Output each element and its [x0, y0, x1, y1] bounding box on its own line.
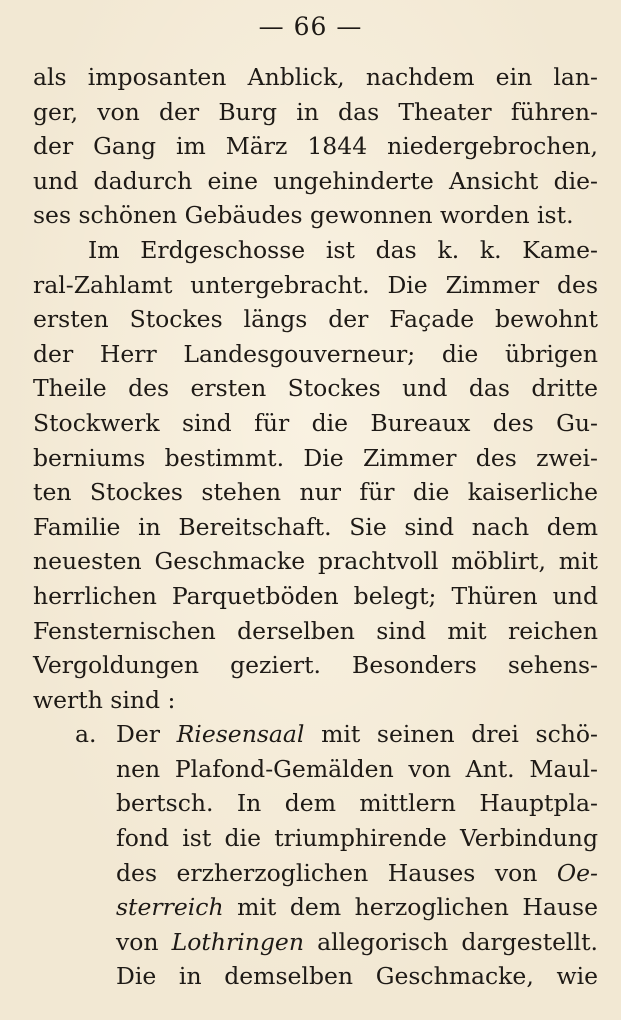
text-line: ger, von der Burg in das Theater führen- — [33, 97, 598, 126]
text-line: neuesten Geschmacke prachtvoll möblirt, mit — [33, 547, 598, 576]
list-marker: a. — [75, 720, 97, 749]
text-line: ten Stockes stehen nur für die kaiserliche — [33, 478, 598, 507]
text-run: mit dem herzoglichen Hause — [223, 893, 598, 922]
text-run: Der — [116, 720, 177, 749]
text-run: von — [116, 927, 172, 956]
text-line: als imposanten Anblick, nachdem ein lan- — [33, 63, 598, 91]
text-line: der Gang im März 1844 niedergebrochen, — [33, 132, 598, 161]
text-run: allegorisch dargestellt. — [303, 927, 598, 956]
italic-term: sterreich — [116, 893, 224, 922]
text-line: ses schönen Gebäudes gewonnen worden ist. — [33, 201, 574, 230]
text-line — [116, 717, 598, 752]
text-line — [116, 925, 598, 960]
text-line: Stockwerk sind für die Bureaux des Gu- — [33, 408, 598, 437]
paragraph-first-line: Im Erdgeschosse ist das k. k. Kame- — [88, 235, 598, 264]
text-line: Familie in Bereitschaft. Sie sind nach dem — [33, 512, 598, 541]
text-line: nen Plafond-Gemälden von Ant. Maul- — [116, 754, 598, 783]
italic-term: Lothringen — [171, 927, 304, 956]
text-line: Die in demselben Geschmacke, wie — [116, 962, 598, 991]
text-line: Theile des ersten Stockes und das dritte — [33, 374, 598, 403]
text-line: ral-Zahlamt untergebracht. Die Zimmer des — [33, 270, 598, 299]
italic-term: Riesensaal — [176, 720, 305, 749]
text-line: Vergoldungen geziert. Besonders sehens- — [33, 651, 598, 680]
text-line: berniums bestimmt. Die Zimmer des zwei- — [33, 443, 598, 472]
text-line — [116, 856, 598, 891]
page-number: — 66 — — [258, 12, 363, 41]
text-run: mit seinen drei schö- — [304, 720, 598, 749]
text-line: bertsch. In dem mittlern Hauptpla- — [116, 789, 598, 818]
text-line — [116, 890, 598, 925]
text-line: und dadurch eine ungehinderte Ansicht die- — [33, 166, 598, 195]
page-body — [33, 60, 598, 994]
list-item-a — [33, 717, 598, 994]
text-line: ersten Stockes längs der Façade bewohnt — [33, 305, 598, 334]
text-run: des erzherzoglichen Hauses von — [116, 858, 557, 887]
text-line: der Herr Landesgouverneur; die übrigen — [33, 339, 598, 368]
italic-term: Oe- — [556, 858, 598, 887]
text-line: herrlichen Parquetböden belegt; Thüren und — [33, 581, 598, 610]
text-line: fond ist die triumphirende Verbindung — [116, 824, 598, 853]
text-line: Fensternischen derselben sind mit reichen — [33, 616, 598, 645]
text-line: werth sind : — [33, 685, 176, 714]
